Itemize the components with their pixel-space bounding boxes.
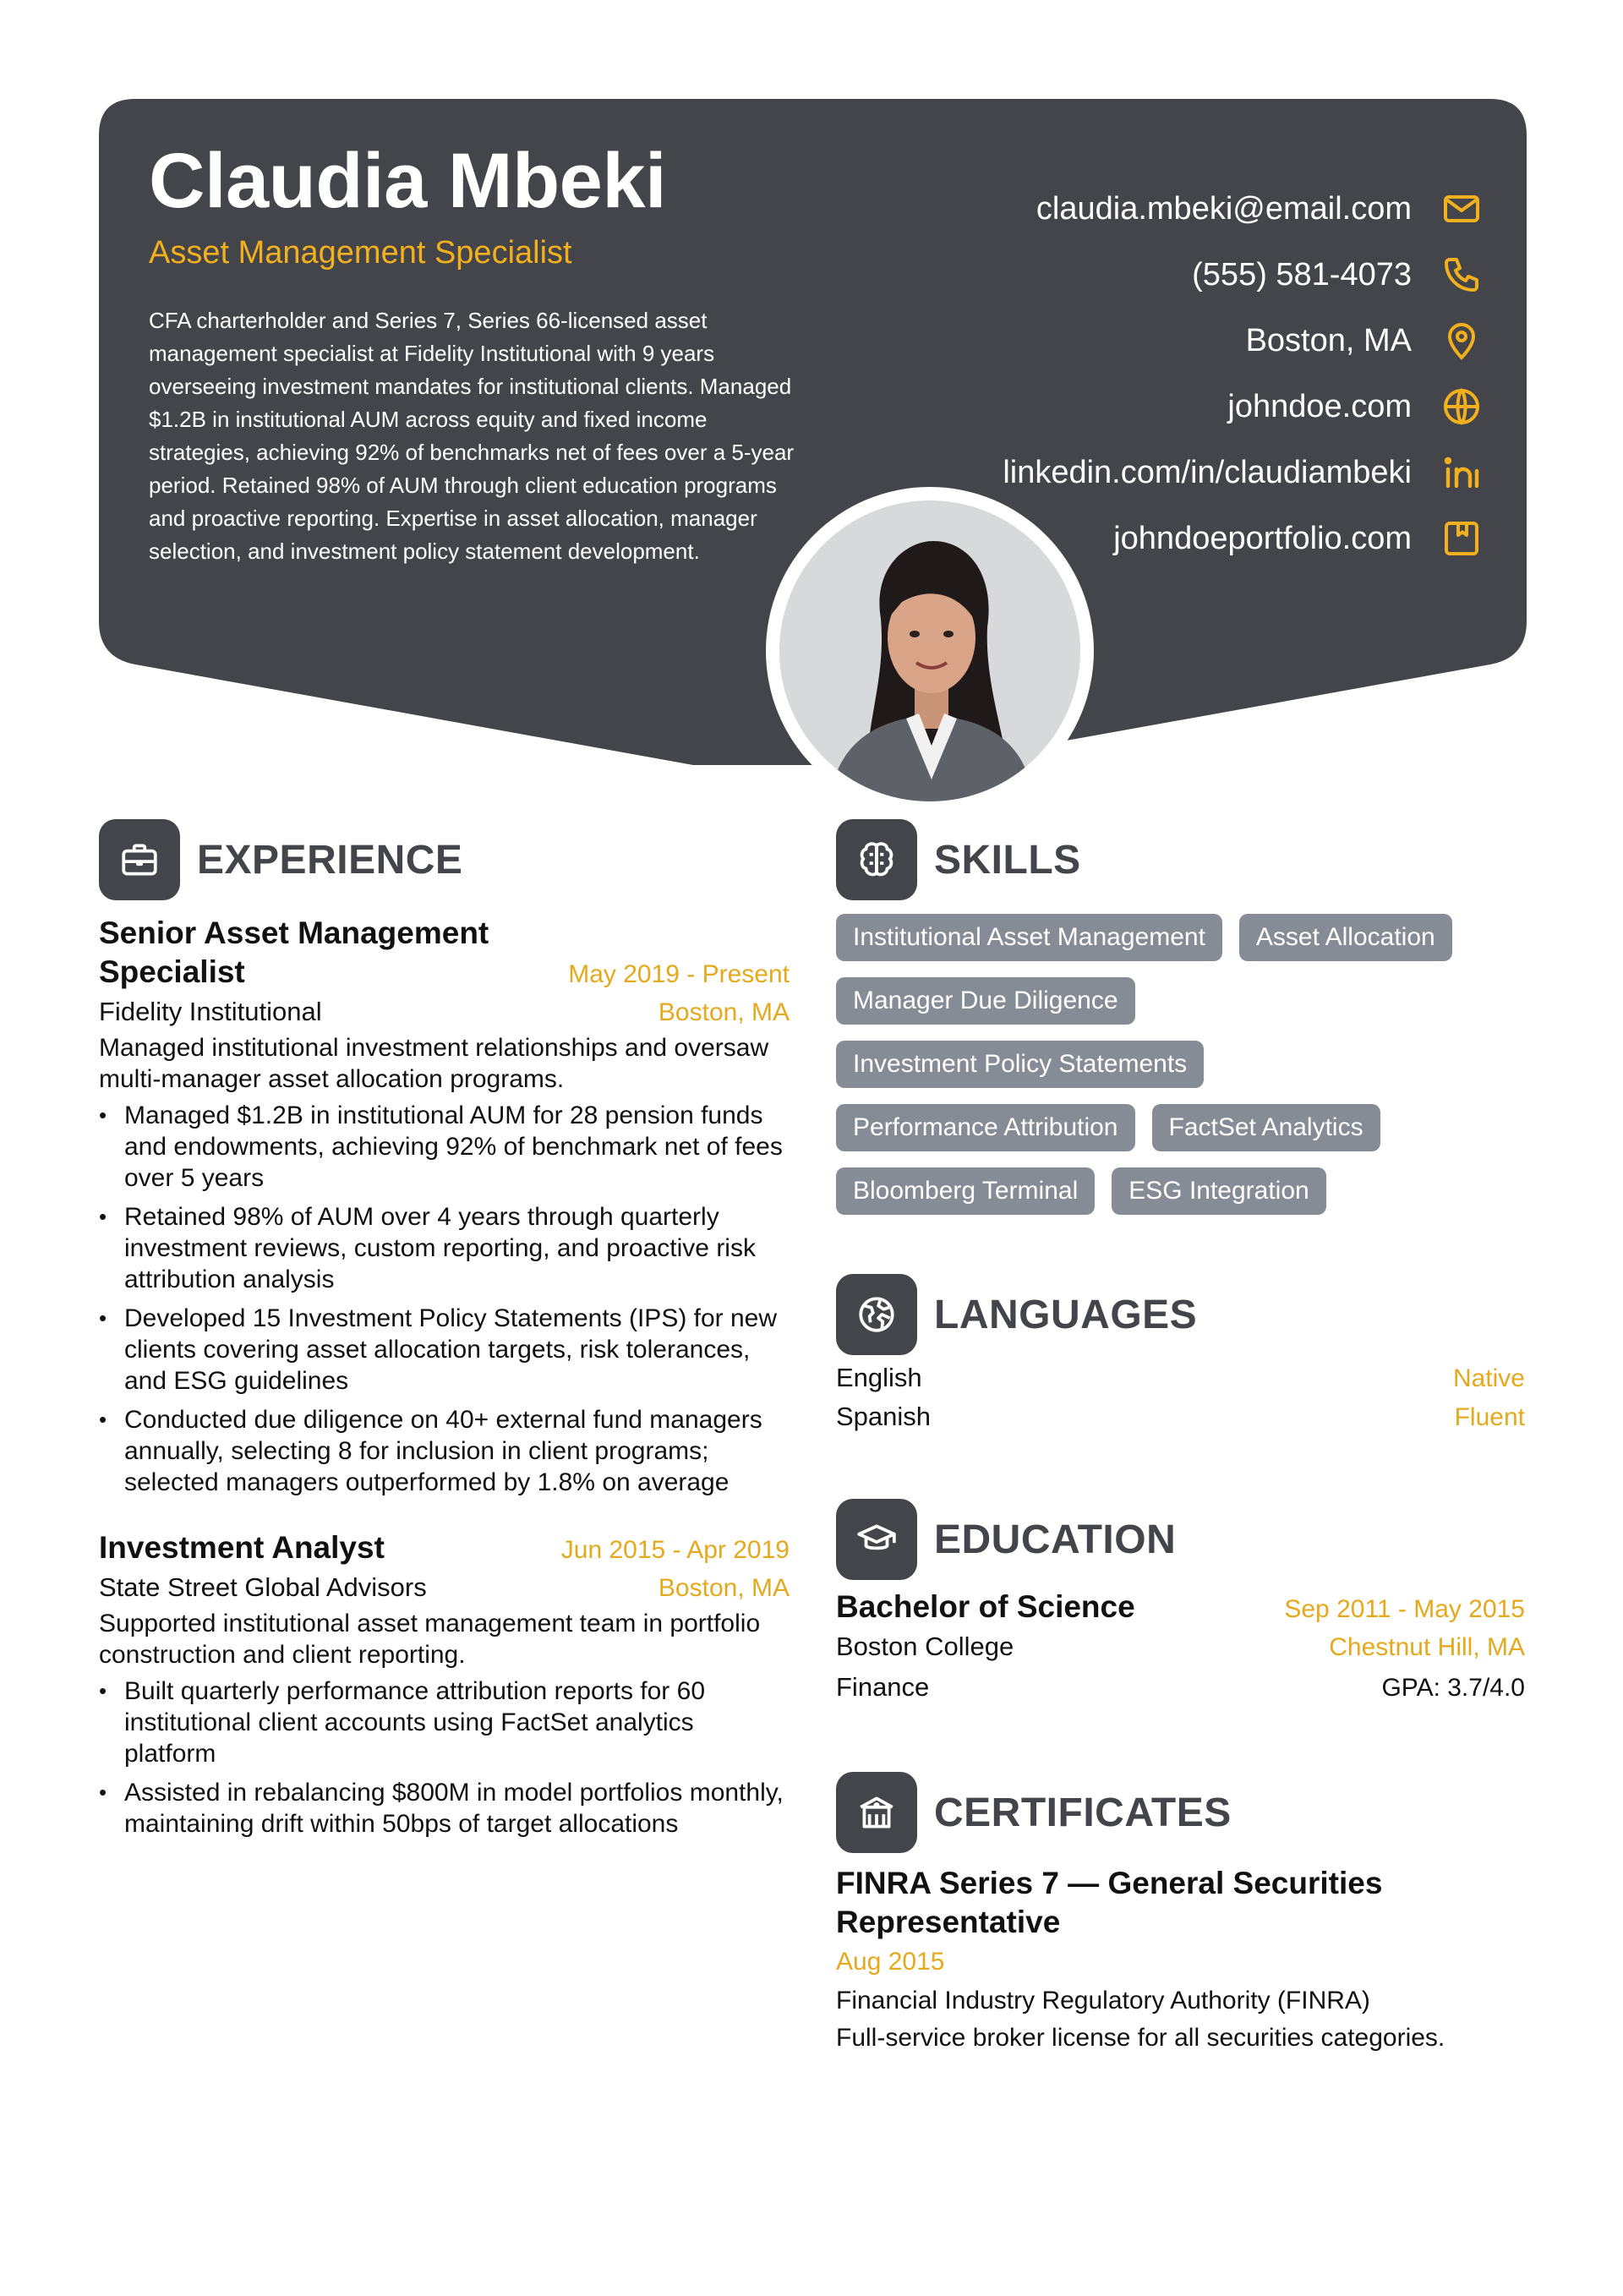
education-gpa: GPA: 3.7/4.0 [1381, 1674, 1525, 1702]
skill-tag: Institutional Asset Management [836, 914, 1222, 961]
globe-icon [1440, 385, 1483, 428]
certificate-date: Aug 2015 [836, 1948, 945, 1976]
job-bullet: • Assisted in rebalancing $800M in model portfolios monthly, maintaining drift within 50bps of target allocations [99, 1777, 790, 1840]
job-dates: May 2019 - Present [568, 960, 790, 988]
education-heading [836, 1499, 1176, 1580]
contact-location [806, 308, 1483, 374]
profile-photo [779, 500, 1080, 801]
skills-list [836, 914, 1525, 1231]
certificate-title-line1: FINRA Series 7 — General Securities [836, 1866, 1383, 1900]
contact-linkedin-text[interactable]: linkedin.com/in/claudiambeki [1003, 454, 1412, 490]
job-bullets [99, 1676, 790, 1840]
portfolio-icon [1440, 517, 1483, 560]
candidate-name: Claudia Mbeki [149, 138, 667, 224]
contact-email-text[interactable]: claudia.mbeki@email.com [1036, 190, 1412, 227]
job-title-line1: Senior Asset Management [99, 916, 489, 950]
graduation-cap-icon [836, 1499, 917, 1580]
contact-website-text[interactable]: johndoe.com [1227, 388, 1412, 424]
language-level: Native [1452, 1364, 1525, 1392]
education-title: EDUCATION [934, 1517, 1177, 1562]
globe-outline-icon [836, 1274, 917, 1355]
contact-website[interactable] [806, 374, 1483, 440]
mail-icon [1440, 188, 1483, 230]
languages-title: LANGUAGES [934, 1292, 1198, 1337]
skills-title: SKILLS [934, 837, 1081, 883]
job-company: State Street Global Advisors [99, 1572, 427, 1602]
certificate-issuer: Financial Industry Regulatory Authority (FINRA) [836, 1987, 1370, 2014]
job-title: Investment Analyst [99, 1530, 385, 1565]
skill-tag: Performance Attribution [836, 1104, 1135, 1151]
experience-heading [99, 819, 462, 900]
contact-phone[interactable] [806, 242, 1483, 308]
certificates-heading [836, 1772, 1232, 1853]
experience-title: EXPERIENCE [197, 837, 463, 883]
job-bullet: • Retained 98% of AUM over 4 years through quarterly investment reviews, custom reporting, and proactive risk attribution analysis [99, 1201, 790, 1295]
education-degree: Bachelor of Science [836, 1589, 1135, 1624]
job-description: Supported institutional asset management team in portfolio construction and client reporting. [99, 1610, 761, 1669]
job-bullets [99, 1100, 790, 1498]
contact-portfolio-text[interactable]: johndoeportfolio.com [1113, 520, 1412, 556]
job-location: Boston, MA [658, 1574, 790, 1602]
job-location: Boston, MA [658, 998, 790, 1026]
job-title-line2: Specialist [99, 954, 245, 989]
job-headline: Asset Management Specialist [149, 235, 572, 271]
education-dates: Sep 2011 - May 2015 [1284, 1595, 1525, 1623]
skill-tag: FactSet Analytics [1152, 1104, 1380, 1151]
education-location: Chestnut Hill, MA [1329, 1633, 1525, 1661]
skill-tag: Bloomberg Terminal [836, 1167, 1095, 1215]
education-entry [836, 1589, 1525, 1709]
skill-tag: ESG Integration [1112, 1167, 1325, 1215]
skills-heading [836, 819, 1081, 900]
profile-summary: CFA charterholder and Series 7, Series 66-licensed asset management specialist at Fidelity Institutional with 9 years overseeing investment mandates for institutional clients. Managed $1.2B in institutional AUM across equity and fixed income strategies, achieving 92% of benchmarks net of fees over a 5-year period. Retained 98% of AUM through client education programs and proactive reporting. Expertise in asset allocation, manager selection, and investment policy statement development. [149, 308, 795, 564]
education-field: Finance [836, 1672, 930, 1702]
skill-tag: Asset Allocation [1239, 914, 1452, 961]
contact-phone-text[interactable]: (555) 581-4073 [1192, 256, 1412, 292]
phone-icon [1440, 254, 1483, 296]
institution-icon [836, 1772, 917, 1853]
education-school: Boston College [836, 1632, 1014, 1661]
language-item [836, 1402, 1525, 1440]
job-bullet: • Conducted due diligence on 40+ external fund managers annually, selecting 8 for inclusion in client programs; selected managers outperformed by 1.8% on average [99, 1404, 790, 1498]
briefcase-icon [99, 819, 180, 900]
job-bullet: • Developed 15 Investment Policy Statements (IPS) for new clients covering asset allocation targets, risk tolerances, and ESG guidelines [99, 1303, 790, 1397]
skill-tag: Manager Due Diligence [836, 977, 1135, 1025]
certificates-title: CERTIFICATES [934, 1790, 1232, 1835]
language-name: Spanish [836, 1402, 932, 1431]
location-icon [1440, 320, 1483, 362]
certificate-entry [836, 1864, 1525, 2057]
languages-list [836, 1363, 1525, 1440]
language-item [836, 1363, 1525, 1402]
brain-icon [836, 819, 917, 900]
certificate-title-line2: Representative [836, 1905, 1061, 1939]
languages-heading [836, 1274, 1197, 1355]
job-bullet: • Managed $1.2B in institutional AUM for 28 pension funds and endowments, achieving 92% of benchmark net of fees over 5 years [99, 1100, 790, 1194]
contact-location-text: Boston, MA [1245, 322, 1412, 358]
job-dates: Jun 2015 - Apr 2019 [560, 1536, 790, 1564]
language-name: English [836, 1363, 922, 1392]
job-company: Fidelity Institutional [99, 997, 322, 1026]
job-bullet: • Built quarterly performance attribution reports for 60 institutional client accounts using FactSet analytics platform [99, 1676, 790, 1769]
contact-email[interactable] [806, 176, 1483, 242]
job-investment-analyst [99, 1528, 790, 1847]
job-description: Managed institutional investment relationships and oversaw multi-manager asset allocation programs. [99, 1034, 769, 1093]
language-level: Fluent [1454, 1403, 1525, 1431]
skill-tag: Investment Policy Statements [836, 1041, 1204, 1088]
linkedin-icon [1440, 451, 1483, 494]
certificate-description: Full-service broker license for all securities categories. [836, 2024, 1445, 2052]
job-senior-specialist [99, 914, 790, 1506]
